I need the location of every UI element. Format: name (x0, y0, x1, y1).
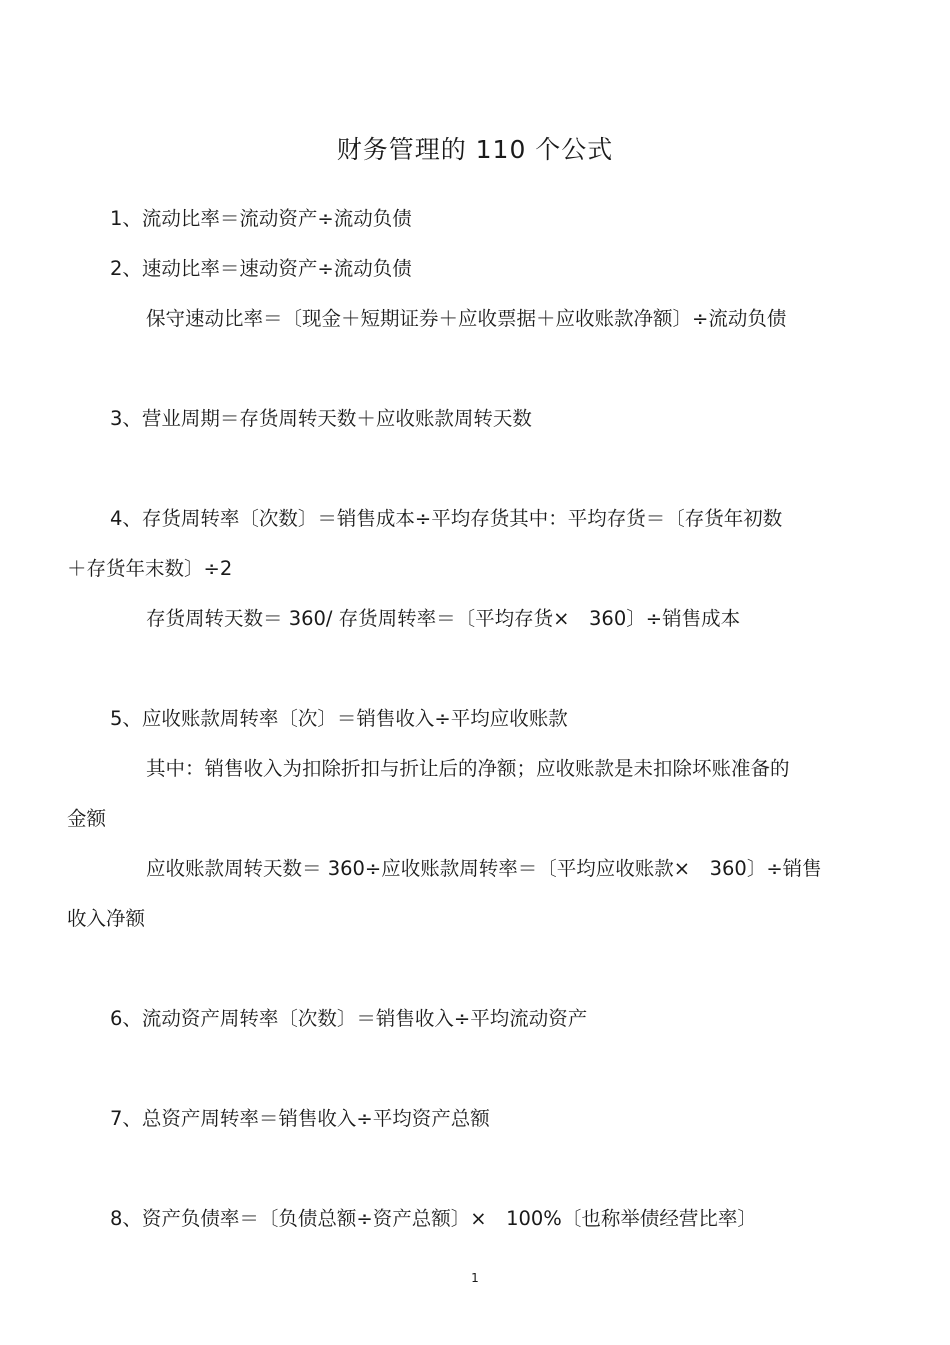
formula-line-5: 5、应收账款周转率〔次〕＝销售收入÷平均应收账款 (110, 707, 568, 730)
formula-line-7: 7、总资产周转率＝销售收入÷平均资产总额 (110, 1107, 490, 1130)
formula-line-3: 3、营业周期＝存货周转天数＋应收账款周转天数 (110, 407, 532, 430)
page-number: 1 (471, 1271, 479, 1285)
formula-line-5-note-continued: 金额 (67, 807, 107, 830)
formula-line-4-continued: ＋存货年末数〕÷2 (67, 557, 233, 580)
formula-line-2-conservative: 保守速动比率＝〔现金＋短期证券＋应收票据＋应收账款净额〕÷流动负债 (146, 307, 787, 330)
formula-line-8: 8、资产负债率＝〔负债总额÷资产总额〕× 100%〔也称举债经营比率〕 (110, 1207, 757, 1230)
formula-line-5-days: 应收账款周转天数＝ 360÷应收账款周转率＝〔平均应收账款× 360〕÷销售 (146, 857, 822, 880)
formula-line-5-days-continued: 收入净额 (67, 907, 146, 930)
formula-line-4-days: 存货周转天数＝ 360/ 存货周转率＝〔平均存货× 360〕÷销售成本 (146, 607, 741, 630)
formula-line-2: 2、速动比率＝速动资产÷流动负债 (110, 257, 412, 280)
formula-line-4: 4、存货周转率〔次数〕＝销售成本÷平均存货其中：平均存货＝〔存货年初数 (110, 507, 783, 530)
document-title: 财务管理的 110 个公式 (336, 135, 614, 164)
formula-line-1: 1、流动比率＝流动资产÷流动负债 (110, 207, 412, 230)
formula-line-6: 6、流动资产周转率〔次数〕＝销售收入÷平均流动资产 (110, 1007, 588, 1030)
formula-line-5-note: 其中：销售收入为扣除折扣与折让后的净额；应收账款是未扣除坏账准备的 (146, 757, 790, 780)
